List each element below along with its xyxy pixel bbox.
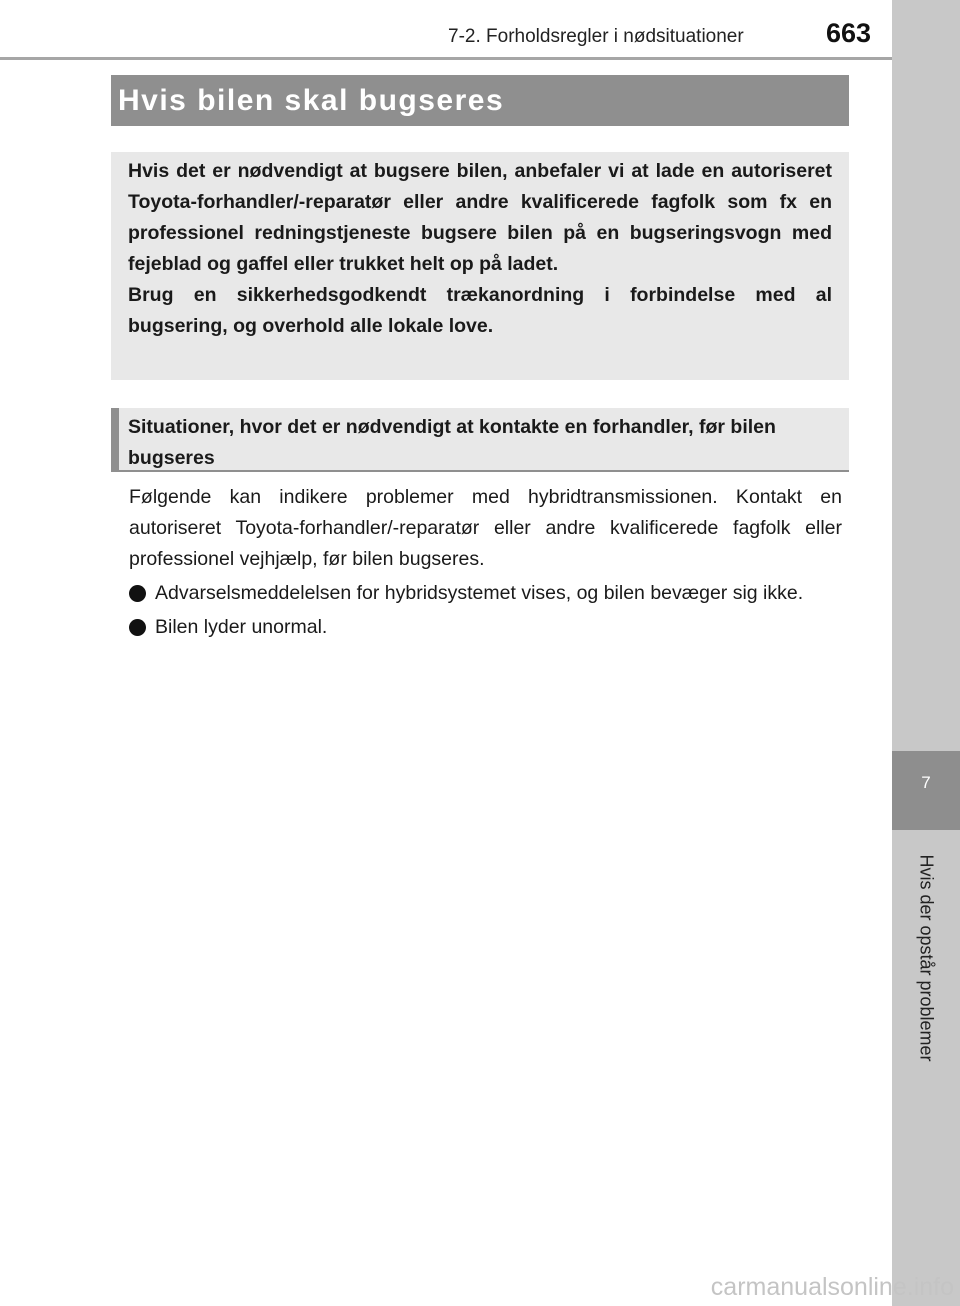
body-paragraph: Følgende kan indikere problemer med hybridtransmissionen. Kontakt en autoriseret Toyota-forhandler/-reparatør eller andre kvalificerede fagfolk eller professionel vejhjælp, før bilen bugseres. [129, 486, 842, 570]
chapter-number: 7 [921, 773, 931, 792]
bullet-icon [129, 619, 146, 636]
page-number: 663 [826, 18, 872, 48]
list-item-text: Bilen lyder unormal. [155, 616, 328, 638]
body-content [129, 482, 842, 646]
header-divider [0, 57, 892, 60]
subheading-box [111, 408, 849, 472]
chapter-title-vertical: Hvis der opstår problemer [916, 854, 937, 1062]
intro-paragraph: Brug en sikkerhedsgodkendt trækanordning i forbindelse med al bugsering, og overhold alle lokale love. [128, 284, 832, 337]
subheading: Situationer, hvor det er nødvendigt at kontakte en forhandler, før bilen bugseres [128, 416, 776, 469]
intro-paragraph: Hvis det er nødvendigt at bugsere bilen, anbefaler vi at lade en autoriseret Toyota-forhandler/-reparatør eller andre kvalificerede fagfolk som fx en professionel redningstjeneste bugsere bilen på en bugseringsvogn med fejeblad og gaffel eller trukket helt op på ladet. [128, 160, 832, 275]
watermark: carmanualsonline.info [710, 1273, 954, 1301]
bullet-list [129, 578, 842, 643]
list-item [129, 612, 842, 643]
chapter-side-tab [892, 0, 960, 1306]
running-header: 7-2. Forholdsregler i nødsituationer [448, 26, 744, 47]
list-item [129, 578, 842, 609]
bullet-icon [129, 585, 146, 602]
intro-box [111, 152, 849, 380]
section-title-banner [111, 75, 849, 126]
section-title: Hvis bilen skal bugseres [118, 83, 505, 117]
list-item-text: Advarselsmeddelelsen for hybridsystemet vises, og bilen bevæger sig ikke. [155, 582, 804, 604]
